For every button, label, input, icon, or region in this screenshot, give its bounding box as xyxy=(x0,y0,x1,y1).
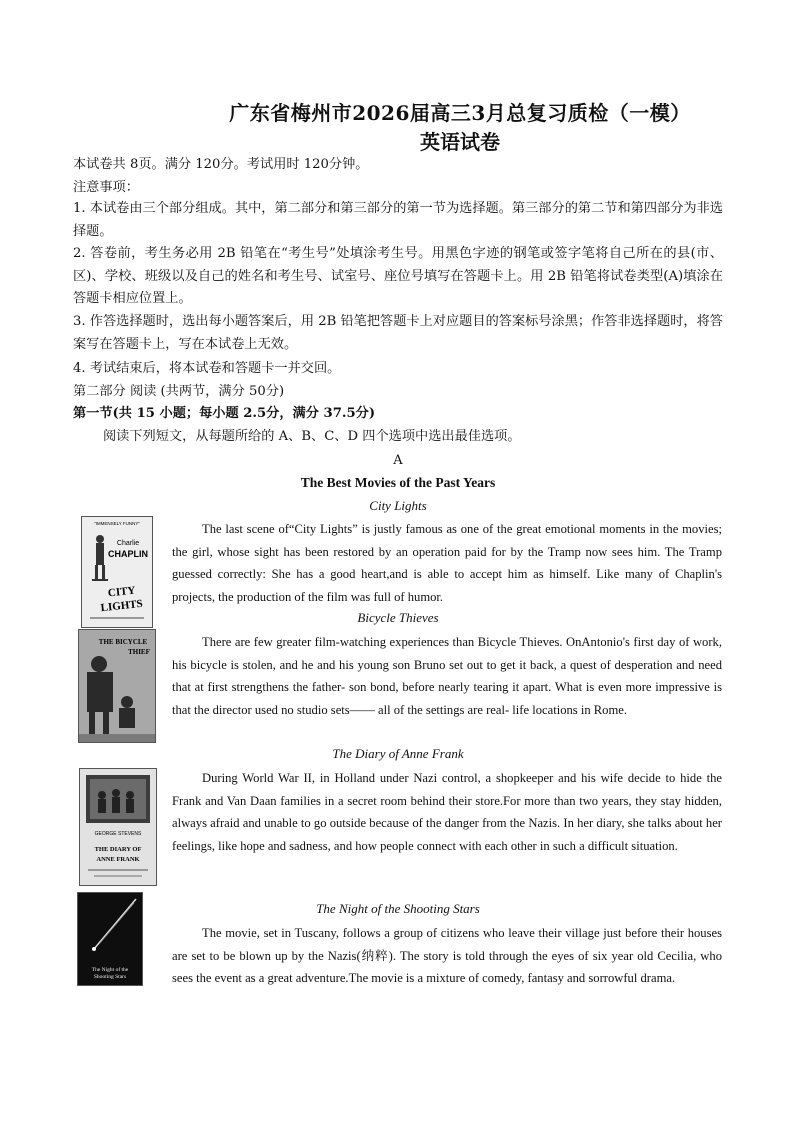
poster-name-last: CHAPLIN xyxy=(108,549,148,559)
exam-subtitle: 英语试卷 xyxy=(420,130,500,154)
poster-title-line2: ANNE FRANK xyxy=(96,856,140,863)
note-3: 3. 作答选择题时，选出每小题答案后，用 2B 铅笔把答题卡上对应题目的答案标号涂黑；作答非选择题时，将答案写在答题卡上，写在本试卷上无效。 xyxy=(73,314,723,352)
movie-title: Bicycle Thieves xyxy=(357,610,439,625)
poster-director: GEORGE STEVENS xyxy=(94,831,142,837)
poster-title-line1: THE BICYCLE xyxy=(98,638,148,646)
exam-info: 本试卷共 8页。满分 120分。考试用时 120分钟。 xyxy=(73,157,369,172)
movie-title: City Lights xyxy=(369,498,427,513)
notes-heading: 注意事项： xyxy=(73,180,139,195)
anne-frank-poster xyxy=(79,768,157,886)
exam-title: 广东省梅州市2026届高三3月总复习质检（一模） xyxy=(229,101,691,125)
instruction: 阅读下列短文，从每题所给的 A、B、C、D 四个选项中选出最佳选项。 xyxy=(103,429,521,444)
bicycle-thieves-poster xyxy=(78,629,156,743)
movie-text: During World War II, in Holland under Nazi control, a shopkeeper and his wife decide to hide the Frank and Van Daan families in a secret room behind their store.For more than two years, they stay hidden, always afraid and unable to go outside because of the danger from the Nazis. In her diary, she talks about her feelings, like hope and sadness, and how people connect with each other in such a difficult situation. xyxy=(172,771,722,853)
movie-text: The last scene of“City Lights” is justly famous as one of the great emotional moments in the movies; the girl, whose sight has been restored by an operation paid for by the Tramp now sees him. The Tramp guessed correctly: She has a good heart,and is able to accept him as himself. Like many of Chaplin's projects, the production of the film was full of humor. xyxy=(172,522,722,604)
passage-title: The Best Movies of the Past Years xyxy=(300,475,496,490)
passage-letter: A xyxy=(393,453,403,468)
poster-title-line2: LIGHTS xyxy=(100,597,144,615)
movie-title: The Diary of Anne Frank xyxy=(332,746,464,761)
note-2: 2. 答卷前，考生务必用 2B 铅笔在“考生号”处填涂考生号。用黑色字迹的钢笔或签字笔将自己所在的县(市、区)、学校、班级以及自己的姓名和考生号、试室号、座位号填写在答题卡上。用 2B 铅笔将试卷类型(A)填涂在答题卡相应位置上。 xyxy=(73,246,723,306)
poster-title-line2: Shooting Stars xyxy=(93,974,127,980)
poster-title-line1: THE DIARY OF xyxy=(94,846,142,853)
poster-quote: "IMMENSELY FUNNY" xyxy=(93,521,141,526)
poster-name-first: Charlie xyxy=(116,540,140,547)
subsection-heading: 第一节(共 15 小题；每小题 2.5分，满分 37.5分) xyxy=(73,406,376,421)
note-4: 4. 考试结束后，将本试卷和答题卡一并交回。 xyxy=(73,361,341,376)
shooting-stars-poster xyxy=(77,892,143,986)
part-heading: 第二部分 阅读 (共两节，满分 50分) xyxy=(73,384,285,399)
movie-text: The movie, set in Tuscany, follows a group of citizens who leave their village just before their houses are set to be blown up by the Nazis(纳粹). The story is told through the eyes of six year old Cecilia, who sees the event as a great adventure.The movie is a mixture of comedy, fantasy and sorrowful drama. xyxy=(172,926,722,986)
poster-title-line1: CITY xyxy=(107,584,136,600)
movie-text: There are few greater film-watching experiences than Bicycle Thieves. OnAntonio's first day of work, his bicycle is stolen, and he and his young son Bruno set out to get it back, a quest of desperation and need that at first strengthens the father- son bond, before nearly tearing it apart. What is even more impressive is that the director used no studio sets—— all of the settings are real- life locations in Rome. xyxy=(172,635,722,717)
poster-title-line2: THIEF xyxy=(128,648,150,656)
note-1: 1. 本试卷由三个部分组成。其中，第二部分和第三部分的第一节为选择题。第三部分的第二节和第四部分为非选择题。 xyxy=(73,201,723,239)
poster-title-line1: The Night of the xyxy=(91,967,129,973)
movie-title: The Night of the Shooting Stars xyxy=(316,901,480,916)
